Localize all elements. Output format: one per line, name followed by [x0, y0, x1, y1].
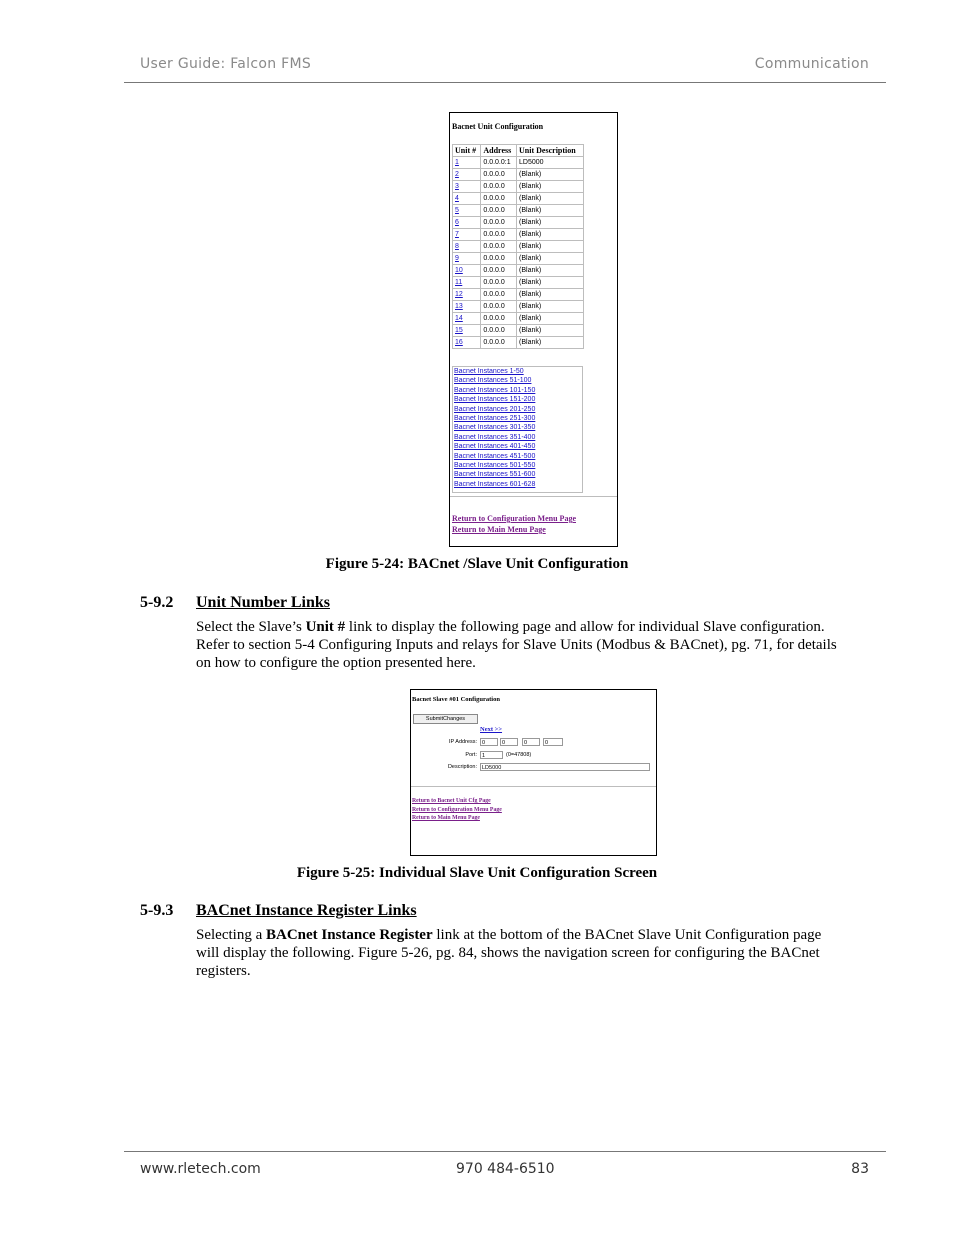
unit-table	[452, 144, 584, 349]
section-5-9-3-paragraph: Selecting a BACnet Instance Register link at the bottom of the BACnet Slave Unit Configuration page will display the following. Figure 5-26, pg. 84, shows the navigation screen for configuring the BACnet registers.	[196, 927, 822, 979]
unit-number-link[interactable]: 15	[455, 327, 463, 334]
figure-25-caption: Figure 5-25: Individual Slave Unit Configuration Screen	[296, 865, 658, 881]
table-row	[453, 217, 584, 229]
bacnet-instance-link[interactable]: Bacnet Instances 51-100	[454, 377, 532, 385]
header-title: User Guide: Falcon FMS	[140, 56, 312, 72]
header-section: Communication	[754, 56, 869, 72]
table-row	[453, 229, 584, 241]
unit-address: 0.0.0.0	[481, 229, 517, 241]
table-row	[453, 205, 584, 217]
unit-address: 0.0.0.0	[481, 241, 517, 253]
bacnet-instance-link[interactable]: Bacnet Instances 101-150	[454, 386, 536, 394]
unit-table-header	[453, 145, 584, 157]
bacnet-instance-link[interactable]: Bacnet Instances 451-500	[454, 452, 536, 460]
unit-description: (Blank)	[517, 289, 584, 301]
unit-description: (Blank)	[517, 325, 584, 337]
unit-address: 0.0.0.0	[481, 301, 517, 313]
unit-number-link[interactable]: 4	[455, 195, 459, 202]
figure-slave-config	[410, 689, 657, 856]
col-address: Address	[481, 145, 517, 157]
unit-description: (Blank)	[517, 229, 584, 241]
col-description: Unit Description	[517, 145, 584, 157]
unit-number-link[interactable]: 8	[455, 243, 459, 250]
unit-address: 0.0.0.0	[481, 217, 517, 229]
bacnet-instance-link[interactable]: Bacnet Instances 601-628	[454, 480, 536, 488]
unit-address: 0.0.0.0	[481, 181, 517, 193]
unit-description: (Blank)	[517, 205, 584, 217]
table-row	[453, 301, 584, 313]
footer-phone: 970 484-6510	[456, 1161, 555, 1177]
unit-address: 0.0.0.0	[481, 337, 517, 349]
section-heading-5-9-3: 5-9.3 BACnet Instance Register Links	[140, 902, 417, 919]
next-link[interactable]: Next >>	[480, 726, 503, 733]
divider	[411, 786, 656, 787]
table-row	[453, 313, 584, 325]
table-row	[453, 265, 584, 277]
unit-description: (Blank)	[517, 181, 584, 193]
unit-address: 0.0.0.0:1	[481, 157, 517, 169]
port-hint: (0=47808)	[506, 752, 532, 758]
bacnet-instance-link[interactable]: Bacnet Instances 151-200	[454, 396, 536, 404]
unit-number-link[interactable]: 7	[455, 231, 459, 238]
unit-address: 0.0.0.0	[481, 253, 517, 265]
ip-octet-1-input[interactable]: 0	[480, 738, 498, 746]
description-input[interactable]: LD5000	[480, 763, 650, 771]
submit-changes-button[interactable]: SubmitChanges	[413, 714, 478, 724]
port-input[interactable]: 1	[480, 751, 503, 759]
unit-number-link[interactable]: 5	[455, 207, 459, 214]
ip-octet-2-input[interactable]: 0	[500, 738, 518, 746]
bacnet-instance-links	[452, 366, 583, 493]
unit-description: (Blank)	[517, 217, 584, 229]
table-row	[453, 253, 584, 265]
figure-title: Bacnet Unit Configuration	[452, 122, 544, 131]
unit-number-link[interactable]: 12	[455, 291, 463, 298]
table-row	[453, 181, 584, 193]
unit-description: (Blank)	[517, 253, 584, 265]
unit-number-link[interactable]: 6	[455, 219, 459, 226]
unit-address: 0.0.0.0	[481, 265, 517, 277]
unit-address: 0.0.0.0	[481, 313, 517, 325]
unit-description: (Blank)	[517, 241, 584, 253]
unit-address: 0.0.0.0	[481, 277, 517, 289]
bacnet-instance-link[interactable]: Bacnet Instances 201-250	[454, 405, 536, 413]
unit-number-link[interactable]: 16	[455, 339, 463, 346]
unit-number-link[interactable]: 3	[455, 183, 459, 190]
figure-bacnet-unit-config	[449, 112, 618, 547]
col-unit: Unit #	[453, 145, 481, 157]
header-divider	[124, 82, 886, 83]
bacnet-instance-link[interactable]: Bacnet Instances 401-450	[454, 443, 536, 451]
return-config-link[interactable]: Return to Configuration Menu Page	[452, 514, 576, 523]
unit-description: LD5000	[517, 157, 584, 169]
divider	[450, 496, 617, 497]
footer-website: www.rletech.com	[140, 1161, 261, 1177]
ip-octet-3-input[interactable]: 0	[522, 738, 540, 746]
unit-description: (Blank)	[517, 193, 584, 205]
table-row	[453, 337, 584, 349]
unit-description: (Blank)	[517, 301, 584, 313]
return-bacnet-cfg-link[interactable]: Return to Bacnet Unit Cfg Page	[412, 798, 491, 804]
bacnet-instance-link[interactable]: Bacnet Instances 301-350	[454, 424, 536, 432]
ip-address-label: IP Address:	[448, 739, 477, 745]
unit-number-link[interactable]: 9	[455, 255, 459, 262]
unit-address: 0.0.0.0	[481, 325, 517, 337]
bacnet-instance-link[interactable]: Bacnet Instances 251-300	[454, 414, 536, 422]
unit-address: 0.0.0.0	[481, 289, 517, 301]
unit-address: 0.0.0.0	[481, 205, 517, 217]
figure-title: Bacnet Slave #01 Configuration	[412, 696, 500, 703]
footer-page-number: 83	[851, 1161, 869, 1177]
unit-description: (Blank)	[517, 337, 584, 349]
unit-description: (Blank)	[517, 169, 584, 181]
unit-address: 0.0.0.0	[481, 193, 517, 205]
bacnet-instance-link[interactable]: Bacnet Instances 551-600	[454, 471, 536, 479]
table-row	[453, 241, 584, 253]
unit-address: 0.0.0.0	[481, 169, 517, 181]
return-main-link[interactable]: Return to Main Menu Page	[412, 815, 480, 821]
unit-number-link[interactable]: 10	[455, 267, 463, 274]
bacnet-instance-link[interactable]: Bacnet Instances 351-400	[454, 433, 536, 441]
unit-description: (Blank)	[517, 265, 584, 277]
unit-description: (Blank)	[517, 313, 584, 325]
unit-number-link[interactable]: 2	[455, 171, 459, 178]
figure-24-caption: Figure 5-24: BACnet /Slave Unit Configuration	[325, 556, 629, 572]
unit-number-link[interactable]: 1	[455, 159, 459, 166]
unit-number-link[interactable]: 11	[455, 279, 463, 286]
footer-divider	[124, 1151, 886, 1152]
unit-description: (Blank)	[517, 277, 584, 289]
table-row	[453, 277, 584, 289]
table-row	[453, 157, 584, 169]
unit-number-link[interactable]: 14	[455, 315, 463, 322]
table-row	[453, 289, 584, 301]
table-row	[453, 169, 584, 181]
return-main-link[interactable]: Return to Main Menu Page	[452, 525, 546, 534]
table-row	[453, 325, 584, 337]
port-label: Port:	[465, 752, 477, 758]
section-5-9-2-paragraph: Select the Slave’s Unit # link to display the following page and allow for individual Slave configuration. Refer to section 5-4 Configuring Inputs and relays for Slave Units (Modbus & BACnet), pg. 71, for details on how to configure the option presented here.	[196, 619, 837, 671]
bacnet-instance-link[interactable]: Bacnet Instances 1-50	[454, 368, 524, 375]
bacnet-instance-link[interactable]: Bacnet Instances 501-550	[454, 461, 536, 469]
ip-octet-4-input[interactable]: 0	[543, 738, 563, 746]
description-label: Description:	[447, 764, 477, 770]
table-row	[453, 193, 584, 205]
unit-number-link[interactable]: 13	[455, 303, 463, 310]
return-config-link[interactable]: Return to Configuration Menu Page	[412, 807, 502, 813]
section-heading-5-9-2: 5-9.2 Unit Number Links	[140, 594, 330, 611]
